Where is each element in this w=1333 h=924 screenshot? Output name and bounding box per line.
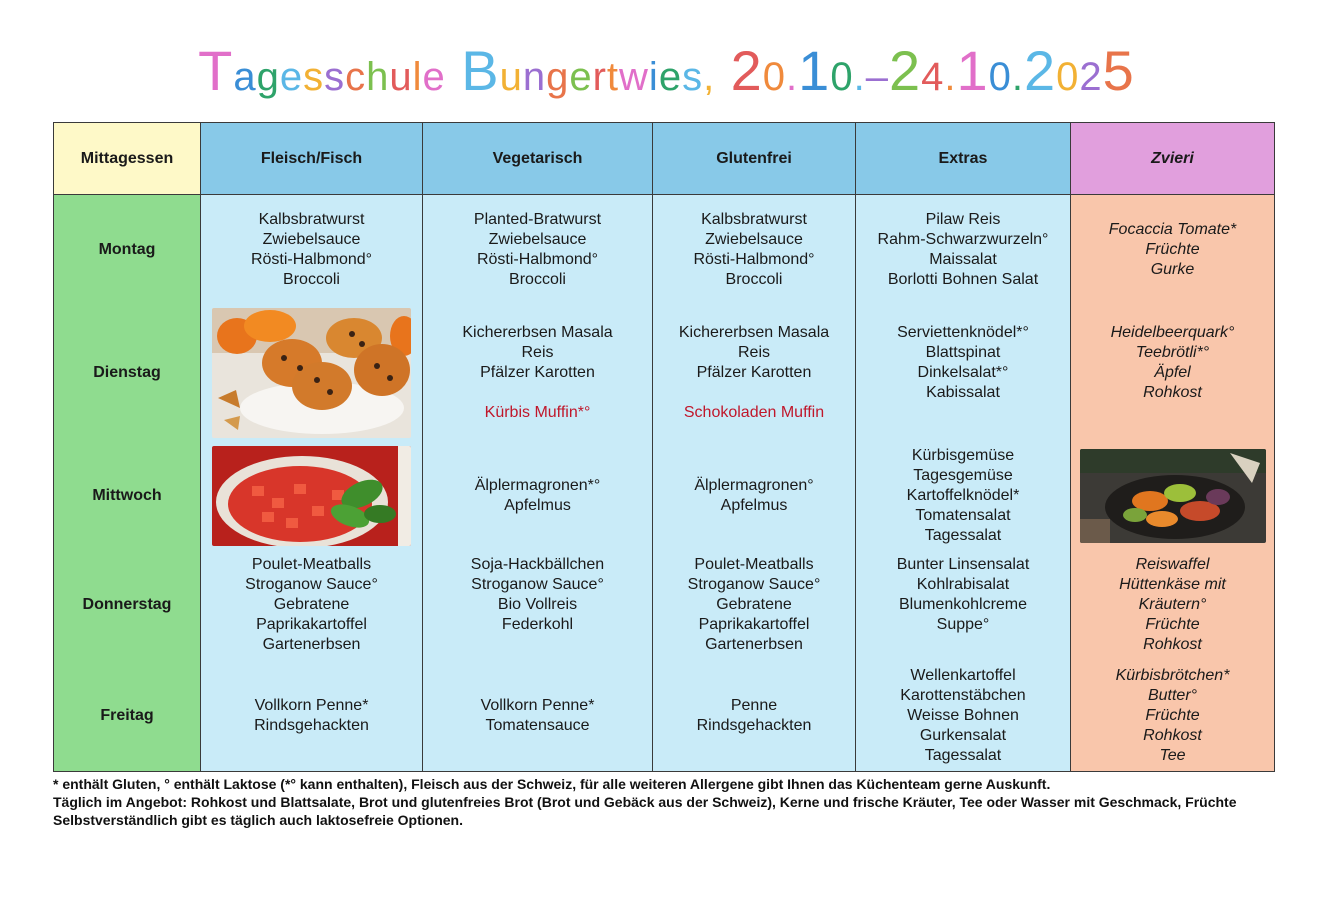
menu-item: Früchte xyxy=(1145,615,1200,633)
menu-item: Pfälzer Karotten xyxy=(480,364,595,381)
cell-vegetarisch xyxy=(423,442,653,550)
day-label: Freitag xyxy=(54,660,201,772)
page-title xyxy=(0,38,1333,103)
cell-vegetarisch xyxy=(423,550,653,660)
menu-item: Zwiebelsauce xyxy=(262,230,361,248)
menu-item: Rahm-Schwarzwurzeln° xyxy=(877,230,1049,248)
menu-item: Kürbisgemüse xyxy=(911,446,1015,464)
table-row-montag xyxy=(54,195,1275,305)
title-date-range: 20.10.–24.10.2025 xyxy=(730,39,1135,102)
menu-item: Apfelmus xyxy=(720,496,788,514)
menu-item: Rindsgehackten xyxy=(696,716,812,734)
menu-item: Tomatensauce xyxy=(485,716,590,734)
menu-item: Gebratene xyxy=(716,595,792,613)
menu-item: Paprikakartoffel xyxy=(256,615,367,633)
menu-item: Rösti-Halbmond° xyxy=(476,250,599,268)
menu-item: Gurke xyxy=(1150,260,1195,278)
cell-glutenfrei xyxy=(653,442,856,550)
table-row-mittwoch xyxy=(54,442,1275,550)
menu-item: Karottenstäbchen xyxy=(900,686,1026,704)
menu-item: Reiswaffel xyxy=(1135,555,1210,573)
menu-item: Tagessalat xyxy=(924,526,1002,544)
menu-item: Rohkost xyxy=(1143,635,1202,653)
allergen-note: * enthält Gluten, ° enthält Laktose (*° kann enthalten), Fleisch aus der Schweiz, für alle weiteren Allergene gibt Ihnen das Küchenteam gerne Auskunft. xyxy=(53,776,1051,792)
cell-vegetarisch xyxy=(423,195,653,305)
menu-item: Pilaw Reis xyxy=(925,210,1001,228)
cell-fleisch xyxy=(201,442,423,550)
cell-vegetarisch xyxy=(423,660,653,772)
menu-item: Stroganow Sauce° xyxy=(687,575,821,593)
menu-item: Älplermagronen*° xyxy=(474,476,601,494)
menu-item: Butter° xyxy=(1147,686,1198,704)
menu-item: Reis xyxy=(737,344,770,361)
roasted-vegetables-photo xyxy=(1080,449,1266,543)
cell-zvieri xyxy=(1071,195,1275,305)
cell-fleisch xyxy=(201,195,423,305)
cell-extras xyxy=(856,195,1071,305)
cell-extras xyxy=(856,660,1071,772)
menu-item: Soja-Hackbällchen xyxy=(470,555,605,573)
menu-item: Penne xyxy=(730,696,778,714)
menu-item: Rösti-Halbmond° xyxy=(693,250,815,268)
cell-glutenfrei xyxy=(653,305,856,442)
menu-item: Broccoli xyxy=(725,270,783,288)
cell-extras xyxy=(856,442,1071,550)
menu-item: Hüttenkäse mit xyxy=(1119,575,1226,593)
title-place: Bungertwies, xyxy=(461,39,716,102)
menu-item: Bio Vollreis xyxy=(497,595,578,613)
menu-item: Federkohl xyxy=(501,615,574,633)
menu-item: Focaccia Tomate* xyxy=(1108,220,1237,238)
menu-item: Älplermagronen° xyxy=(694,476,814,494)
menu-item: Maissalat xyxy=(929,250,997,268)
menu-item: Dinkelsalat*° xyxy=(917,364,1009,381)
menu-item: Broccoli xyxy=(509,270,566,288)
menu-item: Wellenkartoffel xyxy=(910,666,1016,684)
menu-item: Früchte xyxy=(1145,706,1200,724)
daily-offer-note: Täglich im Angebot: Rohkost und Blattsalate, Brot und glutenfreies Brot (Brot und Gebäck aus der Schweiz), Kerne und frische Kräuter, Tee oder Wasser mit Geschmack, Früchte xyxy=(53,794,1237,810)
menu-item: Poulet-Meatballs xyxy=(251,555,372,573)
menu-item: Pfälzer Karotten xyxy=(696,364,812,381)
corner-header: Mittagessen xyxy=(54,123,201,195)
cell-fleisch xyxy=(201,550,423,660)
table-row-dienstag xyxy=(54,305,1275,442)
cell-glutenfrei xyxy=(653,660,856,772)
menu-item: Planted-Bratwurst xyxy=(473,210,602,228)
menu-item: Zwiebelsauce xyxy=(705,230,803,248)
menu-item: Paprikakartoffel xyxy=(698,615,810,633)
lunch-menu-table xyxy=(53,122,1275,772)
special-item: Schokoladen Muffin xyxy=(683,404,825,421)
menu-item: Kürbisbrötchen* xyxy=(1115,666,1230,684)
day-label: Mittwoch xyxy=(54,442,201,550)
menu-item: Rindsgehackten xyxy=(254,716,369,734)
menu-item: Früchte xyxy=(1145,240,1200,258)
pumpkin-muffins-photo xyxy=(212,308,411,438)
footer-notes xyxy=(53,775,1281,829)
menu-item: Kohlrabisalat xyxy=(916,575,1010,593)
menu-item: Tomatensalat xyxy=(915,506,1011,524)
menu-item: Suppe° xyxy=(936,615,990,633)
menu-item: Weisse Bohnen xyxy=(907,706,1019,724)
menu-item: Gartenerbsen xyxy=(705,635,803,653)
table-row-freitag xyxy=(54,660,1275,772)
cell-glutenfrei xyxy=(653,195,856,305)
cell-vegetarisch xyxy=(423,305,653,442)
menu-item: Reis xyxy=(521,344,554,361)
cell-glutenfrei xyxy=(653,550,856,660)
cell-extras xyxy=(856,305,1071,442)
column-header-extras: Extras xyxy=(856,123,1071,195)
cell-fleisch xyxy=(201,660,423,772)
menu-item: Heidelbeerquark° xyxy=(1110,324,1235,341)
cell-zvieri xyxy=(1071,442,1275,550)
cell-fleisch xyxy=(201,305,423,442)
menu-item: Gurkensalat xyxy=(919,726,1007,744)
menu-item: Blattspinat xyxy=(925,344,1001,361)
menu-item: Broccoli xyxy=(283,270,340,288)
menu-item: Bunter Linsensalat xyxy=(896,555,1030,573)
column-header-vegetarisch: Vegetarisch xyxy=(423,123,653,195)
menu-item: Kichererbsen Masala xyxy=(678,324,830,341)
menu-item: Serviettenknödel*° xyxy=(897,324,1029,341)
day-label: Donnerstag xyxy=(54,550,201,660)
menu-item: Kräutern° xyxy=(1138,595,1207,613)
menu-item: Apfelmus xyxy=(504,496,571,514)
header-row xyxy=(54,123,1275,195)
menu-item: Teebrötli*° xyxy=(1135,344,1210,361)
tomato-salad-photo xyxy=(212,446,411,546)
column-header-fleisch: Fleisch/Fisch xyxy=(201,123,423,195)
menu-item: Kalbsbratwurst xyxy=(701,210,807,228)
menu-item: Rösti-Halbmond° xyxy=(250,250,373,268)
menu-item: Tagessalat xyxy=(924,746,1002,764)
menu-item: Äpfel xyxy=(1154,364,1191,381)
menu-item: Gartenerbsen xyxy=(262,635,361,653)
cell-zvieri xyxy=(1071,305,1275,442)
menu-item: Zwiebelsauce xyxy=(488,230,587,248)
menu-item: Kabissalat xyxy=(926,384,1000,401)
menu-item: Stroganow Sauce° xyxy=(245,575,378,593)
day-label: Montag xyxy=(54,195,201,305)
cell-extras xyxy=(856,550,1071,660)
menu-item: Rohkost xyxy=(1143,384,1202,401)
menu-item: Tagesgemüse xyxy=(913,466,1013,484)
column-header-zvieri: Zvieri xyxy=(1071,123,1275,195)
cell-zvieri xyxy=(1071,550,1275,660)
column-header-glutenfrei: Glutenfrei xyxy=(653,123,856,195)
menu-item: Kichererbsen Masala xyxy=(462,324,613,341)
menu-item: Blumenkohlcreme xyxy=(898,595,1028,613)
menu-item: Kalbsbratwurst xyxy=(258,210,365,228)
day-label: Dienstag xyxy=(54,305,201,442)
lactose-free-note: Selbstverständlich gibt es täglich auch laktosefreie Optionen. xyxy=(53,812,463,828)
menu-item: Tee xyxy=(1159,746,1186,764)
title-school: Tagesschule xyxy=(198,39,446,102)
menu-item: Borlotti Bohnen Salat xyxy=(887,270,1039,288)
cell-zvieri xyxy=(1071,660,1275,772)
menu-item: Kartoffelknödel* xyxy=(906,486,1020,504)
menu-item: Stroganow Sauce° xyxy=(471,575,604,593)
menu-item: Gebratene xyxy=(273,595,350,613)
menu-item: Poulet-Meatballs xyxy=(694,555,814,573)
menu-item: Vollkorn Penne* xyxy=(480,696,595,714)
table-row-donnerstag xyxy=(54,550,1275,660)
menu-item: Vollkorn Penne* xyxy=(254,696,369,714)
menu-item: Rohkost xyxy=(1143,726,1202,744)
special-item: Kürbis Muffin*° xyxy=(484,404,591,421)
